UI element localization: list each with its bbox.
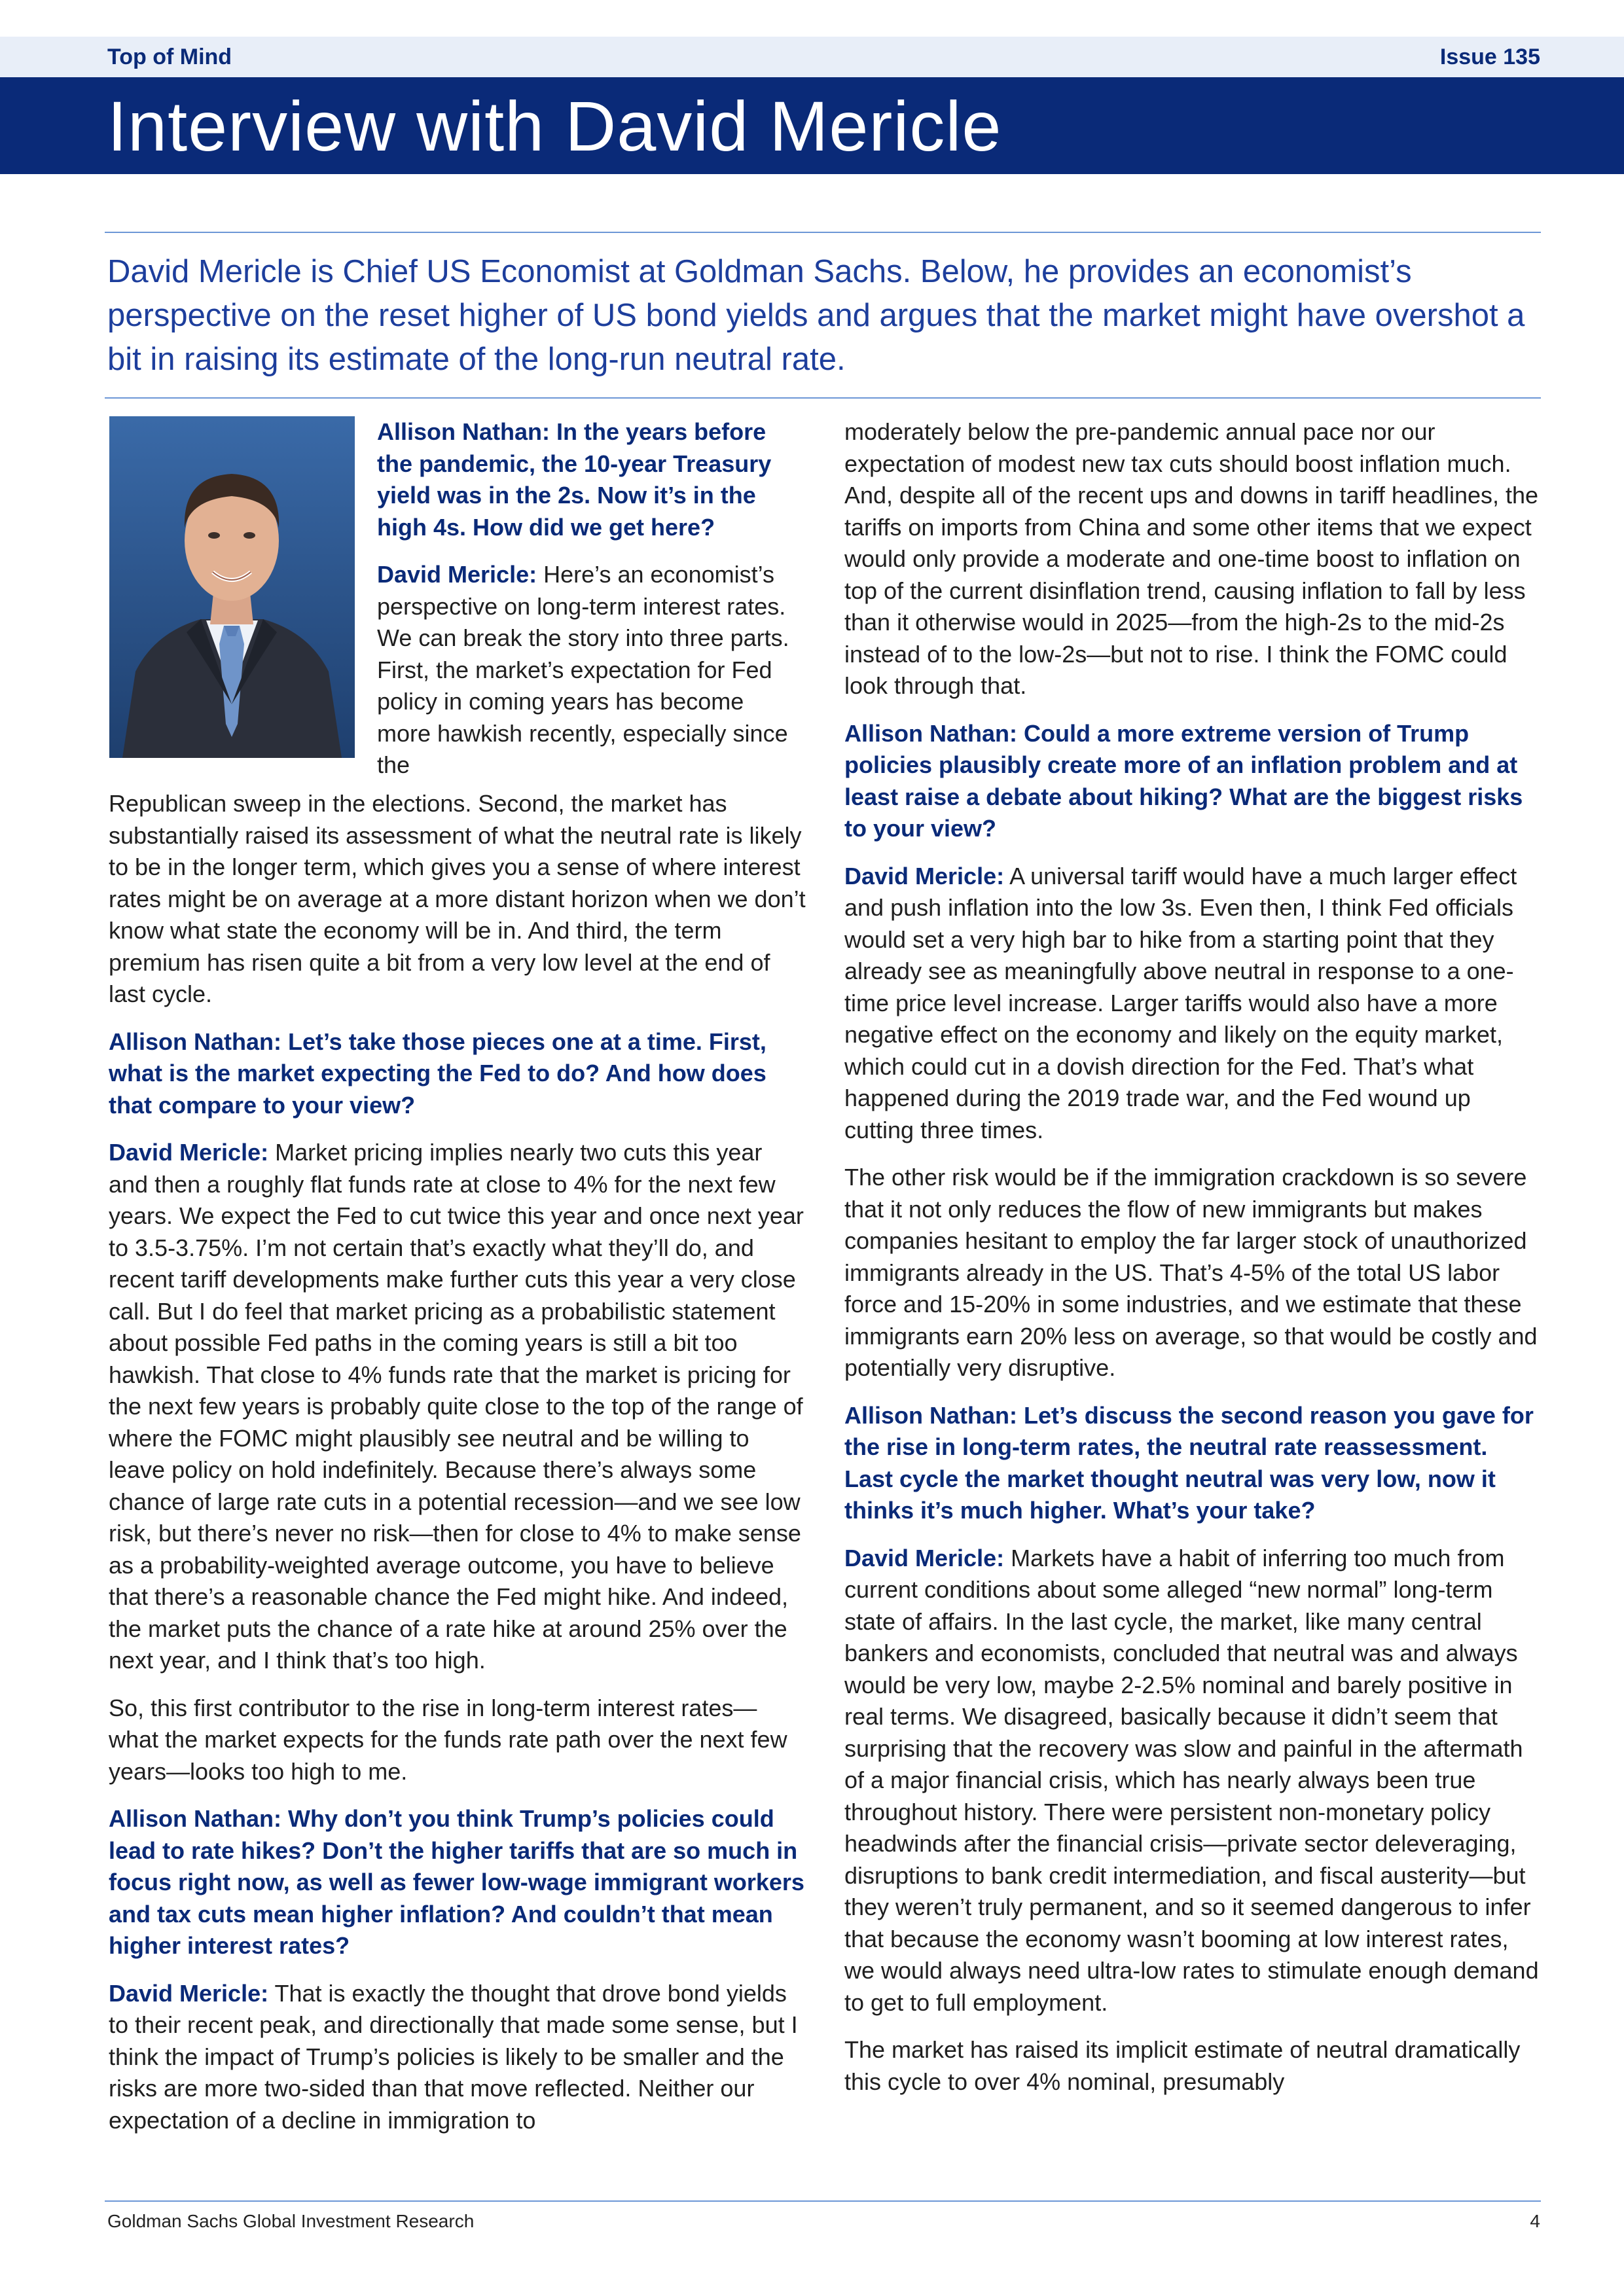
question-1: Allison Nathan: In the years before the pandemic, the 10-year Treasury yield was in the 2s. Now it’s in the high 4s. How did we get here? bbox=[377, 418, 772, 541]
intro-top-rule bbox=[105, 232, 1541, 233]
question-5: Allison Nathan: Let’s discuss the second reason you gave for the rise in long-term rates, the neutral rate reassessment. Last cycle the market thought neutral was very low, now it thinks it’s much higher. What’s your take? bbox=[844, 1401, 1534, 1524]
answer-1-continued: Republican sweep in the elections. Second, the market has substantially raised its assessment of what the neutral rate is likely to be in the longer term, which gives you a sense of where interest rates might be on average at a more distant horizon when we don’t know what state the economy will be in. And third, the term premium has risen quite a bit from a very low level at the end of last cycle. bbox=[109, 790, 806, 1007]
column-1-top bbox=[377, 416, 796, 781]
paragraph-6: The market has raised its implicit estimate of neutral dramatically this cycle to over 4% nominal, presumably bbox=[844, 2036, 1521, 2095]
top-banner bbox=[0, 37, 1624, 77]
question-2: Allison Nathan: Let’s take those pieces one at a time. First, what is the market expecting the Fed to do? And how does that compare to your view? bbox=[109, 1028, 767, 1119]
page-number: 4 bbox=[1530, 2211, 1540, 2231]
answer-1-start bbox=[377, 559, 796, 781]
footer-rule bbox=[105, 2200, 1541, 2202]
paragraph-continued: moderately below the pre-pandemic annual pace nor our expectation of modest new tax cuts should boost inflation much. And, despite all of the recent ups and downs in tariff headlines, the tariffs on imports from China and some other items that we expect would only provide a moderate and one-time boost to inflation on top of the current disinflation trend, causing inflation to fall by less than it otherwise would in 2025—from the high-2s to the mid-2s instead of to the low-2s—but not to rise. I think the FOMC could look through that. bbox=[844, 418, 1539, 699]
column-1 bbox=[109, 788, 806, 2152]
page-title: Interview with David Mericle bbox=[107, 86, 1002, 166]
speaker-label: David Mericle: bbox=[377, 561, 537, 588]
answer-1-text-top: Here’s an economist’s perspective on long-term interest rates. We can break the story into three parts. First, the market’s expectation for Fed policy in coming years has become more hawkish recently, especially since the bbox=[377, 561, 789, 778]
footer-source: Goldman Sachs Global Investment Research bbox=[107, 2211, 475, 2231]
answer-5 bbox=[844, 1543, 1542, 2019]
issue-label: Issue 135 bbox=[1439, 45, 1540, 69]
speaker-label: David Mericle: bbox=[844, 862, 1005, 889]
title-bar bbox=[0, 77, 1624, 174]
paragraph-5: The other risk would be if the immigration crackdown is so severe that it not only reduces the flow of new immigrants but makes companies hesitant to employ the far larger stock of unauthorized immigrants already in the US. That’s 4-5% of the total US labor force and 15-20% in some industries, and we estimate that these immigrants earn 20% less on average, so that would be costly and potentially very disruptive. bbox=[844, 1164, 1538, 1381]
intro-bottom-rule bbox=[105, 397, 1541, 399]
answer-2 bbox=[109, 1137, 806, 1677]
section-label: Top of Mind bbox=[107, 45, 232, 69]
paragraph-3: So, this first contributor to the rise in long-term interest rates—what the market expects for the funds rate path over the next few years—looks too high to me. bbox=[109, 1694, 787, 1785]
speaker-label: David Mericle: bbox=[844, 1544, 1005, 1571]
question-3: Allison Nathan: Why don’t you think Trump’s policies could lead to rate hikes? Don’t the higher tariffs that are so much in focus right now, as well as fewer low-wage immigrant workers and tax cuts mean higher inflation? And couldn’t that mean higher interest rates? bbox=[109, 1805, 804, 1959]
column-2 bbox=[844, 416, 1542, 2113]
answer-3 bbox=[109, 1978, 806, 2137]
answer-3-text: That is exactly the thought that drove bond yields to their recent peak, and directionally that made some sense, but I think the impact of Trump’s policies is likely to be smaller and the risks are more two-sided than that move reflected. Neither our expectation of a decline in immigration to bbox=[109, 1979, 798, 2134]
intro-paragraph: David Mericle is Chief US Economist at Goldman Sachs. Below, he provides an economist’s perspective on the reset higher of US bond yields and argues that the market might have overshot a bit in raising its estimate of the long-run neutral rate. bbox=[107, 254, 1525, 377]
answer-2-text: Market pricing implies nearly two cuts this year and then a roughly flat funds rate at close to 4% for the next few years. We expect the Fed to cut twice this year and once next year to 3.5-3.75%. I’m not certain that’s exactly what they’ll do, and recent tariff developments make further cuts this year a very close call. But I do feel that market pricing as a probabilistic statement about possible Fed paths in the coming years is still a bit too hawkish. That close to 4% funds rate that the market is pricing for the next few years is probably quite close to the top of the range of where the FOMC might plausibly see neutral and be willing to leave policy on hold indefinitely. Because there’s always some chance of large rate cuts in a potential recession—and we see low risk, but there’s never no risk—then for close to 4% to make sense as a probability-weighted average outcome, you have to believe that there’s a reasonable chance the Fed might hike. And indeed, the market puts the chance of a rate hike at around 25% over the next year, and I think that’s too high. bbox=[109, 1139, 804, 1674]
answer-5-text: Markets have a habit of inferring too much from current conditions about some alleged “new normal” long-term state of affairs. In the last cycle, the market, like many central bankers and economists, concluded that neutral was and always would be very low, maybe 2-2.5% nominal and barely positive in real terms. We disagreed, basically because it didn’t seem that surprising that the recovery was slow and painful in the aftermath of a major financial crisis, which has nearly always been true throughout history. There were persistent non-monetary policy headwinds after the financial crisis—private sector deleveraging, disruptions to bank credit intermediation, and fiscal austerity—but they weren’t truly permanent, and so it seemed dangerous to infer that because the economy wasn’t booming at low interest rates, we would always need ultra-low rates to stimulate enough demand to get to full employment. bbox=[844, 1544, 1539, 2016]
question-4: Allison Nathan: Could a more extreme version of Trump policies plausibly create more of an inflation problem and at least raise a debate about hiking? What are the biggest risks to your view? bbox=[844, 719, 1523, 842]
portrait-photo bbox=[109, 416, 355, 758]
speaker-label: David Mericle: bbox=[109, 1979, 269, 2007]
answer-4 bbox=[844, 861, 1542, 1147]
speaker-label: David Mericle: bbox=[109, 1139, 269, 1166]
answer-4-text: A universal tariff would have a much larger effect and push inflation into the low 3s. Even then, I think Fed officials would set a very high bar to hike from a starting point that they already see as meaningfully above neutral in response to a one-time price level increase. Larger tariffs would also have a more negative effect on the economy and likely on the equity market, which could cut in a dovish direction for the Fed. That’s what happened during the 2019 trade war, and the Fed wound up cutting three times. bbox=[844, 862, 1517, 1143]
